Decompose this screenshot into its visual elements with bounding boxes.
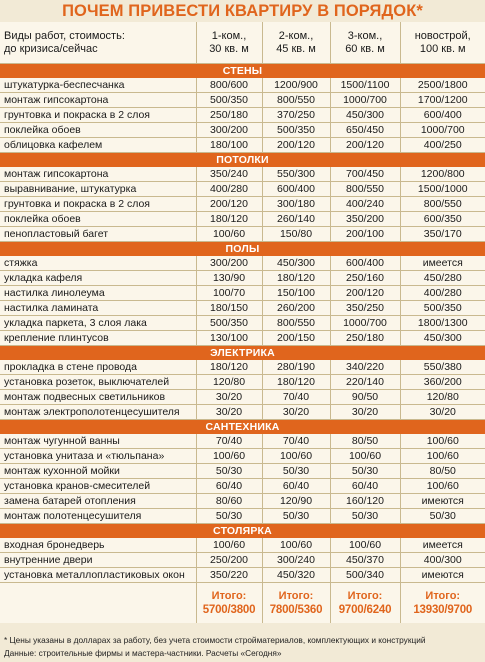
table-row xyxy=(0,509,485,524)
table-row xyxy=(0,434,485,449)
price-cell: имеются xyxy=(400,494,485,509)
price-cell: 100/60 xyxy=(330,538,400,553)
price-cell: 100/60 xyxy=(196,227,262,242)
price-cell: 200/150 xyxy=(262,331,330,346)
header-2-room: 2-ком., 45 кв. м xyxy=(262,22,330,64)
price-cell: 260/200 xyxy=(262,301,330,316)
price-cell: 350/170 xyxy=(400,227,485,242)
price-cell: 50/30 xyxy=(330,464,400,479)
price-cell: 350/240 xyxy=(196,167,262,182)
price-cell: 650/450 xyxy=(330,123,400,138)
table-row xyxy=(0,331,485,346)
price-cell: 600/400 xyxy=(330,256,400,271)
price-cell: 800/550 xyxy=(262,93,330,108)
table-row xyxy=(0,479,485,494)
price-cell: 360/200 xyxy=(400,375,485,390)
header-1-room: 1-ком., 30 кв. м xyxy=(196,22,262,64)
price-cell: 500/350 xyxy=(196,93,262,108)
price-cell: 450/280 xyxy=(400,271,485,286)
work-type-cell: внутренние двери xyxy=(0,553,196,568)
price-cell: 100/60 xyxy=(330,449,400,464)
table-row xyxy=(0,405,485,420)
price-cell: 100/60 xyxy=(400,434,485,449)
page-title: ПОЧЕМ ПРИВЕСТИ КВАРТИРУ В ПОРЯДОК* xyxy=(62,2,423,20)
price-cell: 50/30 xyxy=(400,509,485,524)
table-row xyxy=(0,449,485,464)
price-cell: 200/100 xyxy=(330,227,400,242)
price-cell: 160/120 xyxy=(330,494,400,509)
price-cell: 300/200 xyxy=(196,123,262,138)
price-cell: 500/340 xyxy=(330,568,400,583)
price-cell: 100/60 xyxy=(196,449,262,464)
price-cell: 60/40 xyxy=(330,479,400,494)
price-cell: 450/370 xyxy=(330,553,400,568)
table-row xyxy=(0,553,485,568)
price-cell: 150/80 xyxy=(262,227,330,242)
price-cell: 800/550 xyxy=(262,316,330,331)
work-type-cell: установка унитаза и «тюльпана» xyxy=(0,449,196,464)
work-type-cell: настилка линолеума xyxy=(0,286,196,301)
section-title: СТЕНЫ xyxy=(0,64,485,79)
price-cell: 600/350 xyxy=(400,212,485,227)
price-cell: 70/40 xyxy=(196,434,262,449)
section-title: САНТЕХНИКА xyxy=(0,420,485,435)
price-cell: 300/200 xyxy=(196,256,262,271)
work-type-cell: поклейка обоев xyxy=(0,123,196,138)
price-cell: 450/300 xyxy=(400,331,485,346)
price-cell: 1500/1000 xyxy=(400,182,485,197)
work-type-cell: монтаж гипсокартона xyxy=(0,167,196,182)
price-cell: 30/20 xyxy=(330,405,400,420)
footnote xyxy=(4,634,482,660)
price-cell: 50/30 xyxy=(330,509,400,524)
price-cell: 200/120 xyxy=(262,138,330,153)
price-cell: 70/40 xyxy=(262,434,330,449)
price-cell: 120/80 xyxy=(400,390,485,405)
price-cell: 80/50 xyxy=(330,434,400,449)
price-table xyxy=(0,22,485,623)
work-type-cell: облицовка кафелем xyxy=(0,138,196,153)
totals-row xyxy=(0,583,485,624)
table-row xyxy=(0,390,485,405)
price-cell: 30/20 xyxy=(196,390,262,405)
price-cell: 800/550 xyxy=(400,197,485,212)
table-row xyxy=(0,271,485,286)
price-cell: 450/320 xyxy=(262,568,330,583)
total-2-room: Итого: 7800/5360 xyxy=(262,583,330,624)
price-cell: 370/250 xyxy=(262,108,330,123)
price-cell: 1500/1100 xyxy=(330,78,400,93)
price-cell: 50/30 xyxy=(262,509,330,524)
price-cell: 400/280 xyxy=(196,182,262,197)
work-type-cell: настилка ламината xyxy=(0,301,196,316)
work-type-cell: замена батарей отопления xyxy=(0,494,196,509)
work-type-cell: монтаж гипсокартона xyxy=(0,93,196,108)
total-3-room: Итого: 9700/6240 xyxy=(330,583,400,624)
price-cell: 180/100 xyxy=(196,138,262,153)
section-header xyxy=(0,346,485,361)
price-cell: 180/120 xyxy=(262,271,330,286)
price-cell: 80/60 xyxy=(196,494,262,509)
section-title: ПОТОЛКИ xyxy=(0,153,485,168)
price-cell: 500/350 xyxy=(400,301,485,316)
total-1-room: Итого: 5700/3800 xyxy=(196,583,262,624)
total-new-building: Итого: 13930/9700 xyxy=(400,583,485,624)
price-cell: 200/120 xyxy=(330,138,400,153)
section-header xyxy=(0,242,485,257)
price-cell: 150/100 xyxy=(262,286,330,301)
section-header xyxy=(0,420,485,435)
price-cell: 400/300 xyxy=(400,553,485,568)
price-cell: 600/400 xyxy=(400,108,485,123)
price-cell: 100/60 xyxy=(262,538,330,553)
table-row xyxy=(0,138,485,153)
price-cell: 200/120 xyxy=(196,197,262,212)
price-cell: 260/140 xyxy=(262,212,330,227)
header-3-room: 3-ком., 60 кв. м xyxy=(330,22,400,64)
price-cell: 700/450 xyxy=(330,167,400,182)
price-cell: 400/280 xyxy=(400,286,485,301)
price-cell: 450/300 xyxy=(262,256,330,271)
work-type-cell: укладка кафеля xyxy=(0,271,196,286)
price-cell: 800/550 xyxy=(330,182,400,197)
price-cell: 100/60 xyxy=(196,538,262,553)
price-cell: 250/160 xyxy=(330,271,400,286)
price-cell: 220/140 xyxy=(330,375,400,390)
table-row xyxy=(0,167,485,182)
price-cell: 1700/1200 xyxy=(400,93,485,108)
work-type-cell: укладка паркета, 3 слоя лака xyxy=(0,316,196,331)
table-row xyxy=(0,108,485,123)
price-cell: 130/90 xyxy=(196,271,262,286)
price-cell: 30/20 xyxy=(400,405,485,420)
price-cell: 2500/1800 xyxy=(400,78,485,93)
price-cell: 180/120 xyxy=(196,212,262,227)
price-cell: 60/40 xyxy=(196,479,262,494)
price-cell: 100/70 xyxy=(196,286,262,301)
price-cell: 550/300 xyxy=(262,167,330,182)
work-type-cell: монтаж подвесных светильников xyxy=(0,390,196,405)
table-row xyxy=(0,375,485,390)
table-row xyxy=(0,212,485,227)
table-row xyxy=(0,256,485,271)
footnote-line-2: Данные: строительные фирмы и мастера-частники. Расчеты «Сегодня» xyxy=(4,648,282,658)
price-cell: 550/380 xyxy=(400,360,485,375)
price-cell: 600/400 xyxy=(262,182,330,197)
table-row xyxy=(0,286,485,301)
section-title: СТОЛЯРКА xyxy=(0,524,485,539)
work-type-cell: прокладка в стене провода xyxy=(0,360,196,375)
table-row xyxy=(0,494,485,509)
work-type-cell: установка кранов-смесителей xyxy=(0,479,196,494)
table-row xyxy=(0,227,485,242)
section-header xyxy=(0,153,485,168)
table-row xyxy=(0,568,485,583)
price-cell: 200/120 xyxy=(330,286,400,301)
price-cell: имеются xyxy=(400,568,485,583)
price-cell: 500/350 xyxy=(262,123,330,138)
table-row xyxy=(0,464,485,479)
price-cell: 1000/700 xyxy=(400,123,485,138)
table-row xyxy=(0,197,485,212)
work-type-cell: грунтовка и покраска в 2 слоя xyxy=(0,108,196,123)
table-header xyxy=(0,22,485,64)
work-type-cell: установка металлопластиковых окон xyxy=(0,568,196,583)
price-cell: 100/60 xyxy=(262,449,330,464)
price-cell: 70/40 xyxy=(262,390,330,405)
price-cell: 300/180 xyxy=(262,197,330,212)
work-type-cell: грунтовка и покраска в 2 слоя xyxy=(0,197,196,212)
price-cell: 1800/1300 xyxy=(400,316,485,331)
table-row xyxy=(0,538,485,553)
price-cell: 80/50 xyxy=(400,464,485,479)
price-cell: 90/50 xyxy=(330,390,400,405)
work-type-cell: монтаж полотенцесушителя xyxy=(0,509,196,524)
price-cell: 250/180 xyxy=(196,108,262,123)
price-cell: 1000/700 xyxy=(330,93,400,108)
price-cell: 180/120 xyxy=(262,375,330,390)
price-cell: имеется xyxy=(400,256,485,271)
price-cell: 130/100 xyxy=(196,331,262,346)
price-cell: 30/20 xyxy=(262,405,330,420)
header-work-type: Виды работ, стоимость: до кризиса/сейчас xyxy=(0,22,196,64)
section-header xyxy=(0,524,485,539)
price-cell: 50/30 xyxy=(196,509,262,524)
price-cell: 340/220 xyxy=(330,360,400,375)
work-type-cell: штукатурка-беспесчанка xyxy=(0,78,196,93)
price-cell: 100/60 xyxy=(400,449,485,464)
work-type-cell: монтаж электрополотенцесушителя xyxy=(0,405,196,420)
price-cell: 250/200 xyxy=(196,553,262,568)
table-body xyxy=(0,64,485,583)
work-type-cell: входная бронедверь xyxy=(0,538,196,553)
price-cell: имеется xyxy=(400,538,485,553)
section-header xyxy=(0,64,485,79)
price-cell: 50/30 xyxy=(196,464,262,479)
price-cell: 400/250 xyxy=(400,138,485,153)
work-type-cell: крепление плинтусов xyxy=(0,331,196,346)
work-type-cell: поклейка обоев xyxy=(0,212,196,227)
price-cell: 450/300 xyxy=(330,108,400,123)
table-row xyxy=(0,360,485,375)
table-row xyxy=(0,78,485,93)
price-cell: 800/600 xyxy=(196,78,262,93)
price-cell: 180/150 xyxy=(196,301,262,316)
price-cell: 300/240 xyxy=(262,553,330,568)
work-type-cell: монтаж чугунной ванны xyxy=(0,434,196,449)
table-row xyxy=(0,301,485,316)
price-cell: 1200/800 xyxy=(400,167,485,182)
work-type-cell: установка розеток, выключателей xyxy=(0,375,196,390)
work-type-cell: выравнивание, штукатурка xyxy=(0,182,196,197)
price-cell: 350/250 xyxy=(330,301,400,316)
price-cell: 250/180 xyxy=(330,331,400,346)
price-cell: 120/90 xyxy=(262,494,330,509)
table-row xyxy=(0,316,485,331)
table-row xyxy=(0,182,485,197)
footnote-line-1: * Цены указаны в долларах за работу, без учета стоимости стройматериалов, комплектующих и конструкций xyxy=(4,635,426,645)
price-cell: 120/80 xyxy=(196,375,262,390)
work-type-cell: монтаж кухонной мойки xyxy=(0,464,196,479)
price-cell: 1200/900 xyxy=(262,78,330,93)
price-cell: 1000/700 xyxy=(330,316,400,331)
price-cell: 30/20 xyxy=(196,405,262,420)
header-new-building: новострой, 100 кв. м xyxy=(400,22,485,64)
totals-spacer xyxy=(0,583,196,624)
price-cell: 280/190 xyxy=(262,360,330,375)
price-cell: 100/60 xyxy=(400,479,485,494)
price-cell: 350/220 xyxy=(196,568,262,583)
table-row xyxy=(0,93,485,108)
section-title: ЭЛЕКТРИКА xyxy=(0,346,485,361)
work-type-cell: пенопластовый багет xyxy=(0,227,196,242)
price-cell: 180/120 xyxy=(196,360,262,375)
table-row xyxy=(0,123,485,138)
price-cell: 500/350 xyxy=(196,316,262,331)
work-type-cell: стяжка xyxy=(0,256,196,271)
price-cell: 50/30 xyxy=(262,464,330,479)
price-cell: 60/40 xyxy=(262,479,330,494)
section-title: ПОЛЫ xyxy=(0,242,485,257)
price-cell: 400/240 xyxy=(330,197,400,212)
price-cell: 350/200 xyxy=(330,212,400,227)
